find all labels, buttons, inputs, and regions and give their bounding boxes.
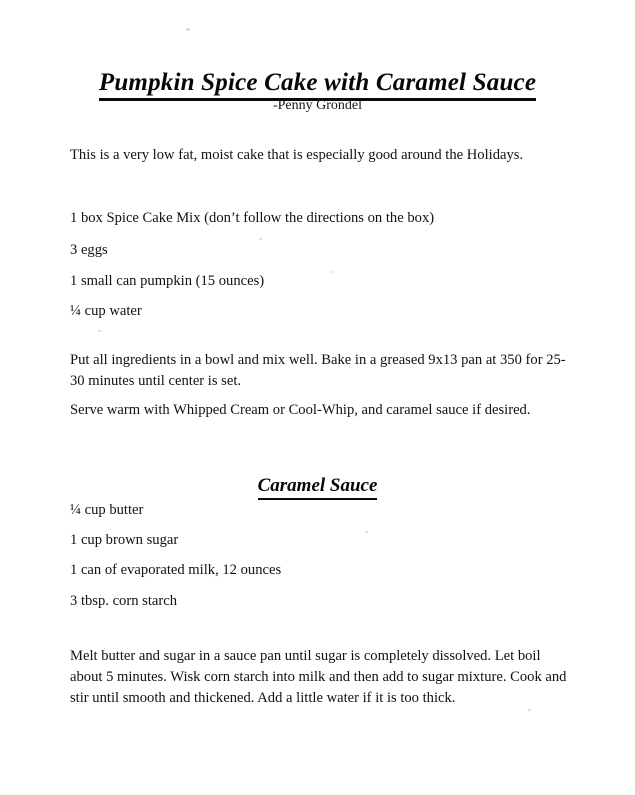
page-title xyxy=(0,69,635,101)
intro-paragraph: This is a very low fat, moist cake that is especially good around the Holidays. xyxy=(70,147,524,163)
list-item: 1 box Spice Cake Mix (don’t follow the directions on the box) xyxy=(70,210,435,226)
list-item: ¼ cup butter xyxy=(70,502,144,518)
scan-speckle xyxy=(98,330,101,332)
section-heading-text: Caramel Sauce xyxy=(258,475,378,500)
list-item: 1 cup brown sugar xyxy=(70,532,179,548)
list-item: 1 small can pumpkin (15 ounces) xyxy=(70,273,265,289)
sauce-instructions-paragraph: Melt butter and sugar in a sauce pan until sugar is completely dissolved. Let boil about 5 minutes. Wisk corn starch into milk and then add to sugar mixture. Cook and stir until smooth and thickened. Add a little water if it is too thick. xyxy=(70,648,567,706)
byline: -Penny Grondel xyxy=(272,98,363,113)
list-item: 3 eggs xyxy=(70,242,108,258)
scan-speckle xyxy=(186,28,190,31)
list-item: 1 can of evaporated milk, 12 ounces xyxy=(70,562,282,578)
cake-instructions-paragraph: Put all ingredients in a bowl and mix well. Bake in a greased 9x13 pan at 350 for 25-30 minutes until center is set. xyxy=(70,352,566,389)
page-title-text: Pumpkin Spice Cake with Caramel Sauce xyxy=(99,69,536,101)
list-item: ¼ cup water xyxy=(70,303,142,319)
cake-serving-paragraph: Serve warm with Whipped Cream or Cool-Whip, and caramel sauce if desired. xyxy=(70,402,531,418)
section-heading-caramel-sauce xyxy=(0,475,635,500)
scan-speckle xyxy=(528,709,531,711)
list-item: 3 tbsp. corn starch xyxy=(70,593,177,609)
